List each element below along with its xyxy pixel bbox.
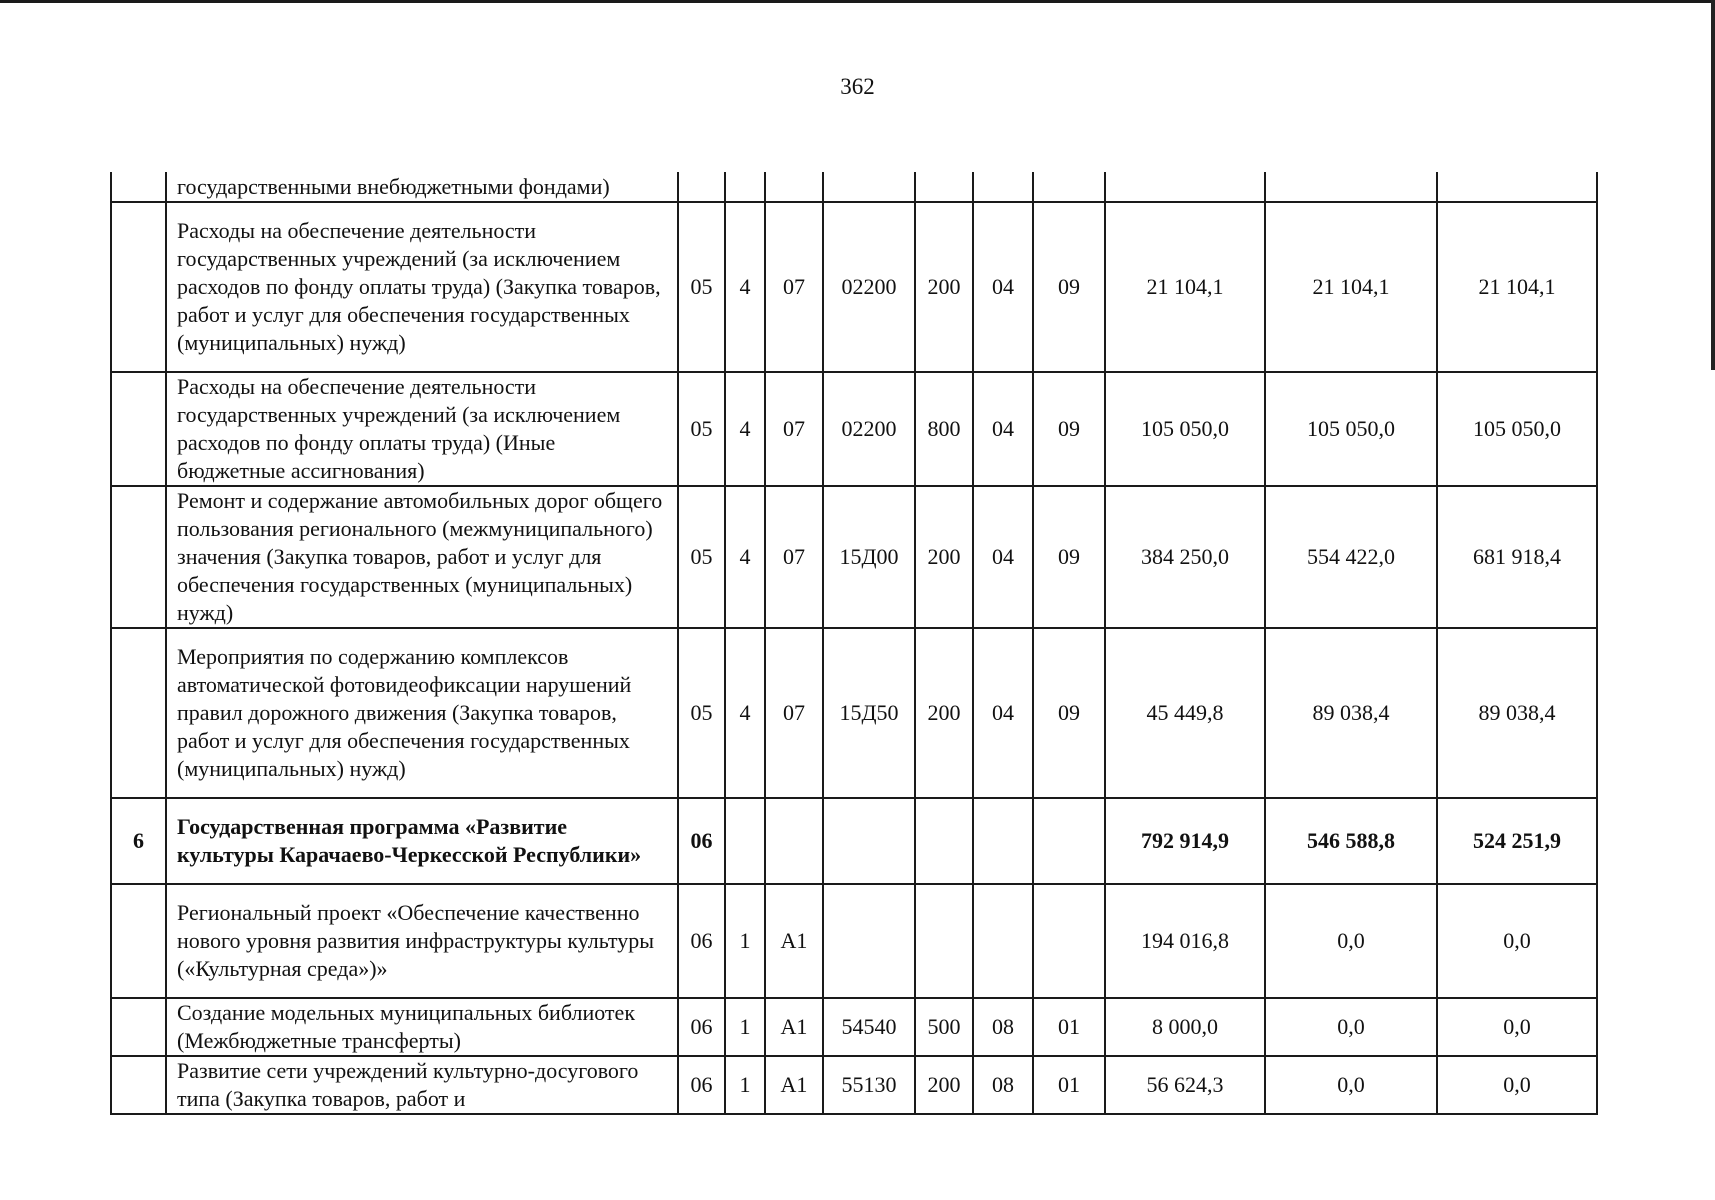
- amount-year-2: [1265, 172, 1437, 202]
- code-direction: 15Д00: [823, 486, 915, 628]
- table-row: [111, 486, 1597, 628]
- code-expense-type: 200: [915, 486, 973, 628]
- code-program: 06: [678, 798, 725, 884]
- code-subsection: 09: [1033, 628, 1105, 798]
- code-subprogram: 1: [725, 884, 765, 998]
- code-event: 07: [765, 486, 823, 628]
- table-row: [111, 628, 1597, 798]
- code-event: А1: [765, 998, 823, 1056]
- code-subprogram: 4: [725, 628, 765, 798]
- code-subsection: 09: [1033, 486, 1105, 628]
- code-expense-type: 200: [915, 1056, 973, 1114]
- budget-table: [110, 172, 1598, 1115]
- code-section: 04: [973, 628, 1033, 798]
- code-section: 04: [973, 486, 1033, 628]
- amount-year-2: 21 104,1: [1265, 202, 1437, 372]
- row-number: 6: [111, 798, 166, 884]
- row-number: [111, 172, 166, 202]
- amount-year-1: 45 449,8: [1105, 628, 1265, 798]
- code-event: 07: [765, 372, 823, 486]
- table-row: [111, 998, 1597, 1056]
- code-subprogram: [725, 798, 765, 884]
- code-expense-type: 200: [915, 202, 973, 372]
- row-description: Государственная программа «Развитие культуры Карачаево-Черкесской Республики»: [166, 798, 678, 884]
- code-event: 07: [765, 202, 823, 372]
- amount-year-3: 0,0: [1437, 884, 1597, 998]
- amount-year-2: 0,0: [1265, 884, 1437, 998]
- code-program: 06: [678, 884, 725, 998]
- code-program: [678, 172, 725, 202]
- row-number: [111, 372, 166, 486]
- amount-year-1: 792 914,9: [1105, 798, 1265, 884]
- code-section: 04: [973, 372, 1033, 486]
- code-program: 06: [678, 998, 725, 1056]
- amount-year-2: 554 422,0: [1265, 486, 1437, 628]
- row-number: [111, 884, 166, 998]
- code-program: 05: [678, 372, 725, 486]
- code-subsection: 09: [1033, 372, 1105, 486]
- amount-year-2: 0,0: [1265, 1056, 1437, 1114]
- table-row: [111, 172, 1597, 202]
- row-description: Ремонт и содержание автомобильных дорог общего пользования регионального (межмуниципального) значения (Закупка товаров, работ и услуг для обеспечения государственных (муниципальных) нужд): [166, 486, 678, 628]
- amount-year-1: 105 050,0: [1105, 372, 1265, 486]
- code-direction: 02200: [823, 372, 915, 486]
- code-direction: [823, 884, 915, 998]
- row-description: Региональный проект «Обеспечение качественно нового уровня развития инфраструктуры культуры («Культурная среда»)»: [166, 884, 678, 998]
- code-subprogram: [725, 172, 765, 202]
- code-event: [765, 798, 823, 884]
- code-subsection: 01: [1033, 1056, 1105, 1114]
- amount-year-3: 681 918,4: [1437, 486, 1597, 628]
- amount-year-1: 8 000,0: [1105, 998, 1265, 1056]
- code-section: 08: [973, 1056, 1033, 1114]
- code-subsection: [1033, 884, 1105, 998]
- row-description: Мероприятия по содержанию комплексов автоматической фотовидеофиксации нарушений правил дорожного движения (Закупка товаров, работ и услуг для обеспечения государственных (муниципальных) нужд): [166, 628, 678, 798]
- code-direction: [823, 172, 915, 202]
- row-number: [111, 1056, 166, 1114]
- code-section: 08: [973, 998, 1033, 1056]
- table-row: [111, 884, 1597, 998]
- code-program: 05: [678, 628, 725, 798]
- code-event: А1: [765, 884, 823, 998]
- code-event: 07: [765, 628, 823, 798]
- amount-year-2: 0,0: [1265, 998, 1437, 1056]
- code-expense-type: 800: [915, 372, 973, 486]
- code-expense-type: [915, 172, 973, 202]
- page-number: 362: [840, 74, 875, 99]
- code-direction: 55130: [823, 1056, 915, 1114]
- code-subsection: 09: [1033, 202, 1105, 372]
- amount-year-1: 194 016,8: [1105, 884, 1265, 998]
- row-number: [111, 628, 166, 798]
- code-event: А1: [765, 1056, 823, 1114]
- code-section: [973, 798, 1033, 884]
- table-row: [111, 372, 1597, 486]
- row-number: [111, 202, 166, 372]
- code-subprogram: 1: [725, 1056, 765, 1114]
- code-subsection: 01: [1033, 998, 1105, 1056]
- row-description: Расходы на обеспечение деятельности государственных учреждений (за исключением расходов по фонду оплаты труда) (Иные бюджетные ассигнования): [166, 372, 678, 486]
- code-event: [765, 172, 823, 202]
- table-row: [111, 1056, 1597, 1114]
- amount-year-2: 89 038,4: [1265, 628, 1437, 798]
- table-row: [111, 202, 1597, 372]
- amount-year-3: 105 050,0: [1437, 372, 1597, 486]
- code-direction: [823, 798, 915, 884]
- row-number: [111, 486, 166, 628]
- code-expense-type: 500: [915, 998, 973, 1056]
- row-description: Создание модельных муниципальных библиотек (Межбюджетные трансферты): [166, 998, 678, 1056]
- code-expense-type: 200: [915, 628, 973, 798]
- row-description: Расходы на обеспечение деятельности государственных учреждений (за исключением расходов по фонду оплаты труда) (Закупка товаров, работ и услуг для обеспечения государственных (муниципальных) нужд): [166, 202, 678, 372]
- amount-year-1: 56 624,3: [1105, 1056, 1265, 1114]
- code-subprogram: 1: [725, 998, 765, 1056]
- amount-year-1: 384 250,0: [1105, 486, 1265, 628]
- code-direction: 02200: [823, 202, 915, 372]
- code-direction: 15Д50: [823, 628, 915, 798]
- amount-year-1: 21 104,1: [1105, 202, 1265, 372]
- amount-year-3: 524 251,9: [1437, 798, 1597, 884]
- amount-year-2: 546 588,8: [1265, 798, 1437, 884]
- code-section: [973, 884, 1033, 998]
- code-subprogram: 4: [725, 486, 765, 628]
- code-program: 05: [678, 486, 725, 628]
- amount-year-3: 21 104,1: [1437, 202, 1597, 372]
- scan-edge-top: [0, 0, 1715, 3]
- code-direction: 54540: [823, 998, 915, 1056]
- amount-year-3: 0,0: [1437, 998, 1597, 1056]
- row-description: государственными внебюджетными фондами): [166, 172, 678, 202]
- code-program: 05: [678, 202, 725, 372]
- code-subprogram: 4: [725, 372, 765, 486]
- code-subprogram: 4: [725, 202, 765, 372]
- code-expense-type: [915, 884, 973, 998]
- amount-year-3: [1437, 172, 1597, 202]
- row-number: [111, 998, 166, 1056]
- code-expense-type: [915, 798, 973, 884]
- amount-year-2: 105 050,0: [1265, 372, 1437, 486]
- amount-year-3: 0,0: [1437, 1056, 1597, 1114]
- code-subsection: [1033, 172, 1105, 202]
- row-description: Развитие сети учреждений культурно-досугового типа (Закупка товаров, работ и: [166, 1056, 678, 1114]
- code-program: 06: [678, 1056, 725, 1114]
- table-row: [111, 798, 1597, 884]
- amount-year-1: [1105, 172, 1265, 202]
- code-section: 04: [973, 202, 1033, 372]
- code-subsection: [1033, 798, 1105, 884]
- amount-year-3: 89 038,4: [1437, 628, 1597, 798]
- scan-edge-right: [1711, 0, 1715, 370]
- code-section: [973, 172, 1033, 202]
